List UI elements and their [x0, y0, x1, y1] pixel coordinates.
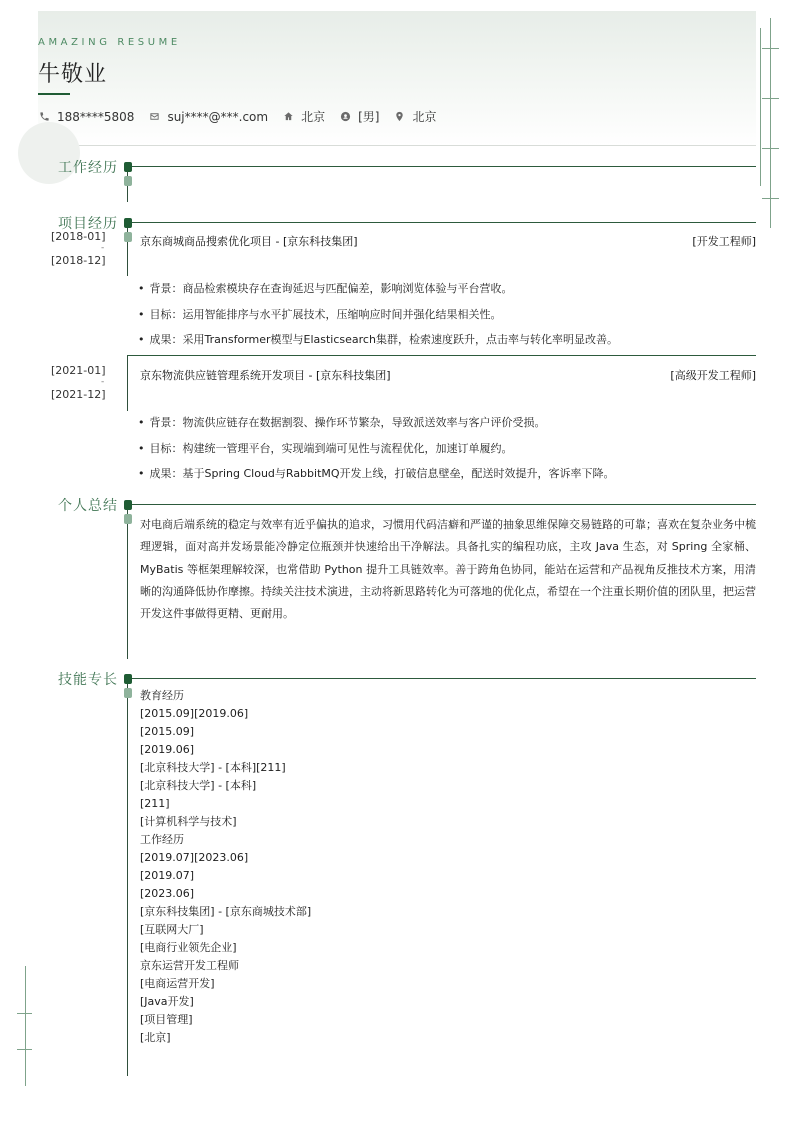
- email-text: suj****@***.com: [167, 109, 269, 124]
- candidate-name: 牛敬业: [38, 62, 108, 87]
- project-bullet: • 目标：构建统一管理平台，实现端到端可见性与流程优化，加速订单履约。: [138, 442, 615, 468]
- project-bullet: • 背景：物流供应链存在数据割裂、操作环节繁杂，导致派送效率与客户评价受损。: [138, 416, 615, 442]
- section-marker-light: [124, 232, 132, 242]
- section-marker-light: [124, 176, 132, 186]
- skill-item: [2015.09]: [140, 725, 195, 738]
- right-ruler-inner-line: [760, 28, 761, 186]
- left-ruler-tick: [17, 1049, 32, 1050]
- location-text: 北京: [412, 110, 437, 124]
- right-ruler-tick: [762, 198, 779, 199]
- project-role: [开发工程师]: [692, 235, 756, 248]
- project-name: 京东物流供应链管理系统开发项目 - [京东科技集团]: [140, 369, 391, 382]
- name-underline: [38, 93, 70, 95]
- section-divider: [130, 166, 756, 167]
- project-bullet: • 背景：商品检索模块存在查询延迟与匹配偏差，影响浏览体验与平台营收。: [138, 282, 618, 308]
- section-title-work: 工作经历: [58, 160, 118, 176]
- phone-text: 188****5808: [57, 109, 135, 124]
- left-ruler-line: [25, 966, 26, 1086]
- skill-item: [北京科技大学] - [本科]: [140, 779, 257, 792]
- project-bullet-list: [138, 282, 618, 359]
- skill-item: [电商行业领先企业]: [140, 941, 237, 954]
- right-ruler-tick: [762, 98, 779, 99]
- skill-item: 京东运营开发工程师: [140, 959, 239, 972]
- skill-item: [2019.07][2023.06]: [140, 851, 249, 864]
- skill-item: 工作经历: [140, 833, 184, 846]
- section-marker: [124, 162, 132, 172]
- contact-location: [393, 108, 436, 125]
- project-divider: [127, 355, 756, 356]
- timeline-line: [127, 355, 128, 411]
- contact-phone: [38, 110, 134, 124]
- hometown-text: 北京: [301, 110, 326, 124]
- skill-item: [项目管理]: [140, 1013, 193, 1026]
- right-ruler-line: [770, 18, 771, 228]
- project-header: [140, 233, 756, 249]
- timeline-line: [127, 678, 128, 1076]
- skill-item: [电商运营开发]: [140, 977, 215, 990]
- contact-info: [38, 108, 451, 125]
- skill-item: [互联网大厂]: [140, 923, 204, 936]
- skills-list: [140, 687, 311, 1047]
- section-marker: [124, 218, 132, 228]
- gender-icon: [339, 111, 351, 123]
- project-name: 京东商城商品搜索优化项目 - [京东科技集团]: [140, 235, 358, 248]
- left-ruler-tick: [17, 1013, 32, 1014]
- section-divider: [130, 678, 756, 679]
- section-marker-light: [124, 688, 132, 698]
- section-marker: [124, 500, 132, 510]
- right-ruler-tick: [762, 148, 779, 149]
- project-bullet: • 成果：采用Transformer模型与Elasticsearch集群，检索速度跃升，点击率与转化率明显改善。: [138, 333, 618, 359]
- email-icon: [148, 111, 160, 123]
- phone-icon: [38, 111, 50, 123]
- skill-item: [2019.07]: [140, 869, 195, 882]
- skill-item: [京东科技集团] - [京东商城技术部]: [140, 905, 312, 918]
- contact-gender: [339, 108, 379, 125]
- project-bullet: • 成果：基于Spring Cloud与RabbitMQ开发上线，打破信息壁垒，配送时效提升，客诉率下降。: [138, 467, 615, 493]
- gender-text: [男]: [358, 110, 380, 124]
- contact-hometown: [282, 108, 325, 125]
- location-icon: [393, 111, 405, 123]
- skill-item: 教育经历: [140, 689, 184, 702]
- date-separator: -: [101, 377, 105, 387]
- project-start-date: [2021-01]: [51, 364, 106, 377]
- date-separator: -: [101, 243, 105, 253]
- section-divider: [130, 222, 756, 223]
- project-end-date: [2018-12]: [51, 254, 106, 267]
- section-title-summary: 个人总结: [58, 498, 118, 514]
- right-ruler-tick: [762, 48, 779, 49]
- skill-item: [2015.09][2019.06]: [140, 707, 249, 720]
- project-header: [140, 367, 756, 383]
- section-marker: [124, 674, 132, 684]
- project-bullet: • 目标：运用智能排序与水平扩展技术，压缩响应时间并强化结果相关性。: [138, 308, 618, 334]
- header-divider: [38, 145, 756, 146]
- skill-item: [计算机科学与技术]: [140, 815, 237, 828]
- brand-tagline: AMAZING RESUME: [38, 37, 181, 48]
- skill-item: [Java开发]: [140, 995, 194, 1008]
- skill-item: [211]: [140, 797, 170, 810]
- section-marker-light: [124, 514, 132, 524]
- skill-item: [2019.06]: [140, 743, 195, 756]
- project-end-date: [2021-12]: [51, 388, 106, 401]
- contact-email: [148, 110, 268, 124]
- project-role: [高级开发工程师]: [670, 369, 756, 382]
- section-divider: [130, 504, 756, 505]
- section-title-skills: 技能专长: [58, 672, 118, 688]
- skill-item: [北京科技大学] - [本科][211]: [140, 761, 286, 774]
- summary-text: 对电商后端系统的稳定与效率有近乎偏执的追求，习惯用代码洁癖和严谨的抽象思维保障交易链路的可靠；喜欢在复杂业务中梳理逻辑，面对高并发场景能冷静定位瓶颈并快速给出干净解法。具备扎实的编程功底，主攻 Java 生态，对 Spring 全家桶、MyBatis 等框架理解较深，也常借助 Python 提升工具链效率。善于跨角色协同，能站在运营和产品视角反推技术方案，用清晰的沟通降低协作摩擦。持续关注技术演进，主动将新思路转化为可落地的优化点，希望在一个注重长期价值的团队里，把运营开发这件事做得更精、更耐用。: [140, 518, 756, 621]
- skill-item: [2023.06]: [140, 887, 195, 900]
- section-title-projects: 项目经历: [58, 216, 118, 232]
- timeline-line: [127, 222, 128, 276]
- project-start-date: [2018-01]: [51, 230, 106, 243]
- timeline-line: [127, 504, 128, 659]
- skill-item: [北京]: [140, 1031, 171, 1044]
- home-icon: [282, 111, 294, 123]
- header-background: [38, 11, 756, 146]
- project-bullet-list: [138, 416, 615, 493]
